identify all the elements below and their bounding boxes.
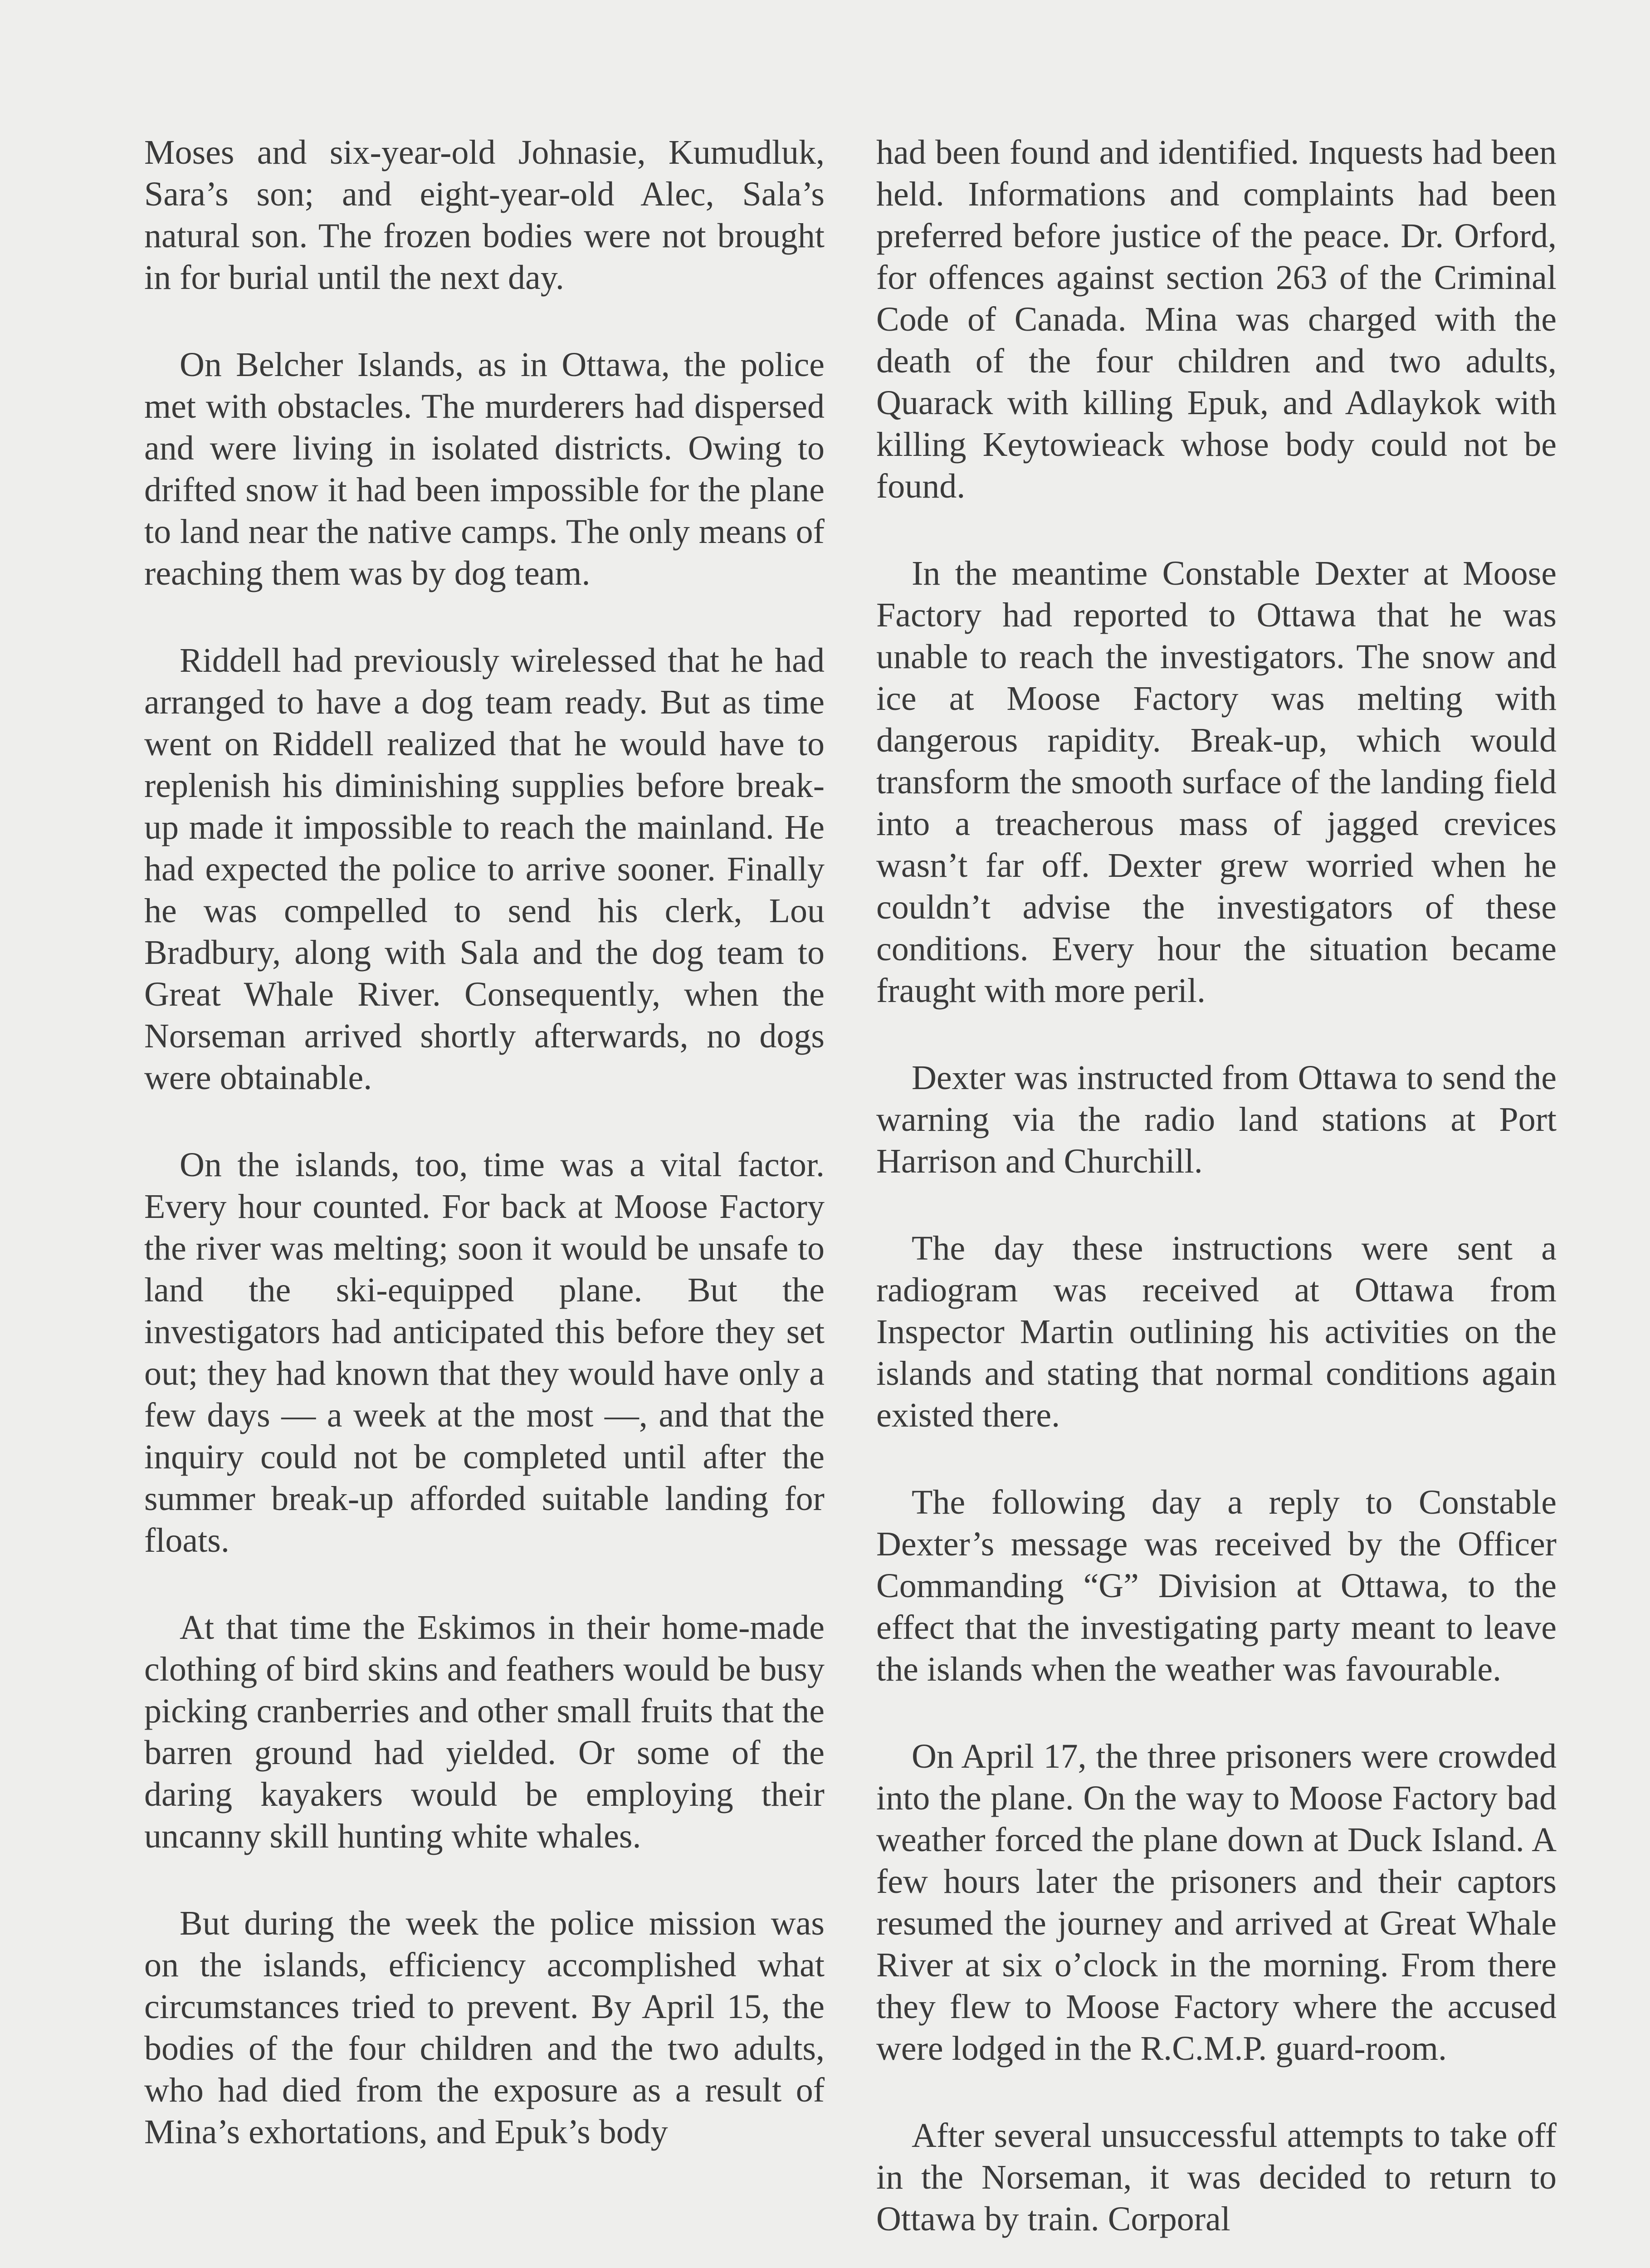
paragraph: At that time the Eskimos in their home-made clothing of bird skins and feathers would be busy picking cranberries and other small fruits that the barren ground had yielded. Or some of the daring kayakers would be employing their uncanny skill hunting white whales. xyxy=(144,1608,825,1855)
paragraph: But during the week the police mission was on the islands, efficiency accomplished what circumstances tried to prevent. By April 15, the bodies of the four children and the two adults, who had died from the exposure as a result of Mina’s exhortations, and Epuk’s body xyxy=(144,1904,825,2151)
right-column xyxy=(876,132,1557,2240)
paragraph: Moses and six-year-old Johnasie, Kumudluk, Sara’s son; and eight-year-old Alec, Sala’s natural son. The frozen bodies were not brought in for burial until the next day. xyxy=(144,133,825,297)
paragraph: Riddell had previously wirelessed that he had arranged to have a dog team ready. But as time went on Riddell realized that he would have to replenish his diminishing supplies before break-up made it impossible to reach the mainland. He had expected the police to arrive sooner. Finally he was compelled to send his clerk, Lou Bradbury, along with Sala and the dog team to Great Whale River. Consequently, when the Norseman arrived shortly afterwards, no dogs were obtainable. xyxy=(144,641,825,1097)
left-column xyxy=(144,132,825,2153)
paragraph: had been found and identified. Inquests had been held. Informations and complaints had been preferred before justice of the peace. Dr. Orford, for offences against section 263 of the Criminal Code of Canada. Mina was charged with the death of the four children and two adults, Quarack with killing Epuk, and Adlaykok with killing Keytowieack whose body could not be found. xyxy=(876,133,1557,505)
paragraph: Dexter was instructed from Ottawa to send the warning via the radio land stations at Port Harrison and Churchill. xyxy=(876,1059,1557,1180)
paragraph: The day these instructions were sent a radiogram was received at Ottawa from Inspector Martin outlining his activities on the islands and stating that normal conditions again existed there. xyxy=(876,1229,1557,1434)
paragraph: On April 17, the three prisoners were crowded into the plane. On the way to Moose Factory bad weather forced the plane down at Duck Island. A few hours later the prisoners and their captors resumed the journey and arrived at Great Whale River at six o’clock in the morning. From there they flew to Moose Factory where the accused were lodged in the R.C.M.P. guard-room. xyxy=(876,1737,1557,2068)
paragraph: The following day a reply to Constable Dexter’s message was received by the Officer Commanding “G” Division at Ottawa, to the effect that the investigating party meant to leave the islands when the weather was favourable. xyxy=(876,1483,1557,1688)
paragraph: After several unsuccessful attempts to take off in the Norseman, it was decided to return to Ottawa by train. Corporal xyxy=(876,2116,1557,2238)
paragraph: On the islands, too, time was a vital factor. Every hour counted. For back at Moose Factory the river was melting; soon it would be unsafe to land the ski-equipped plane. But the investigators had anticipated this before they set out; they had known that they would have only a few days — a week at the most —, and that the inquiry could not be completed until after the summer break-up afforded suitable landing for floats. xyxy=(144,1146,825,1559)
paragraph: On Belcher Islands, as in Ottawa, the police met with obstacles. The murderers had dispersed and were living in isolated districts. Owing to drifted snow it had been impossible for the plane to land near the native camps. The only means of reaching them was by dog team. xyxy=(144,346,825,592)
paragraph: In the meantime Constable Dexter at Moose Factory had reported to Ottawa that he was unable to reach the investigators. The snow and ice at Moose Factory was melting with dangerous rapidity. Break-up, which would transform the smooth surface of the landing field into a treacherous mass of jagged crevices wasn’t far off. Dexter grew worried when he couldn’t advise the investigators of these conditions. Every hour the situation became fraught with more peril. xyxy=(876,554,1557,1010)
